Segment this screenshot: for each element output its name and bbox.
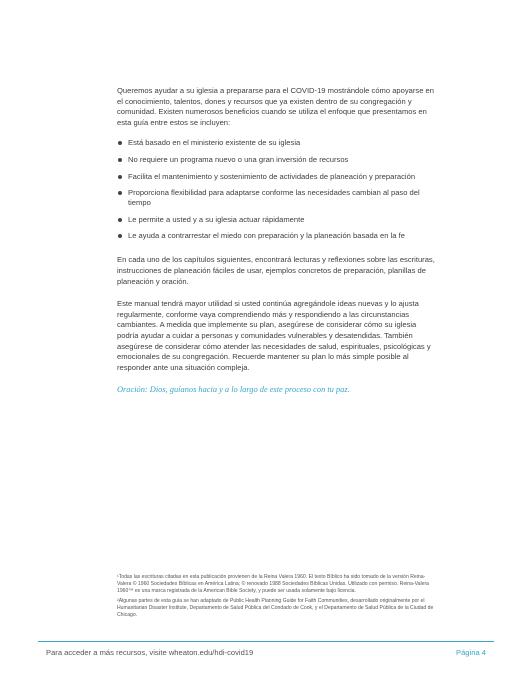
footnote-1: ¹Todas las escrituras citadas en esta publicación provienen de la Reina Valera 1960. El texto Bíblico ha sido tomado de la versión Reina-Valera © 1960 Sociedades Bíblicas en América Latina; © renovado 1988 Sociedades Bíblicas Unidas. Utilizado con permiso. Reina-Valera 1960™ es una marca registrada de la American Bible Society, y puede ser usada solamente bajo licencia.: [117, 574, 429, 595]
list-item-text: Proporciona flexibilidad para adaptarse conforme las necesidades cambian al paso del tiempo: [128, 188, 420, 208]
footnote-2: ²Algunas partes de esta guía se han adaptado de Public Health Planning Guide for Faith Communities, desarrollado originalmente por el Humanitarian Disaster Institute, Departamento de Salud Pública del Condado de Cook, y el Departamento de Salud Pública de la Ciudad de Chicago.: [117, 598, 434, 619]
list-item: [117, 188, 439, 208]
list-item: [117, 215, 439, 225]
list-item-text: No requiere un programa nuevo o una gran inversión de recursos: [128, 154, 349, 164]
prayer-text: Oración: Dios, guíanos hacia y a lo largo de este proceso con tu paz.: [117, 385, 350, 395]
bullet-icon: [118, 218, 122, 222]
list-item-text: Le ayuda a contrarrestar el miedo con preparación y la planeación basada en la fe: [128, 231, 405, 241]
list-item-text: Le permite a usted y a su iglesia actuar rápidamente: [128, 214, 305, 224]
list-item: [117, 155, 439, 165]
manual-usage-paragraph: Este manual tendrá mayor utilidad si usted continúa agregándole ideas nuevas y lo ajusta regularmente, conforme vaya comprendiendo más y respondiendo a las circunstancias cambiantes. A medida que implemente su plan, asegúrese de considerar cómo su iglesia podría ayudar a cuidar a personas y comunidades vulnerables y desatendidas. También asegúrese de considerar cómo atender las necesidades de salud, espirituales, psicológicas y emocionales de su congregación. Recuerde mantener su plan lo más simple posible al responder ante una situación compleja.: [117, 299, 431, 372]
bullet-icon: [118, 158, 122, 162]
bullet-icon: [118, 234, 122, 238]
list-item-text: Facilita el mantenimiento y sostenimiento de actividades de planeación y preparación: [128, 171, 416, 181]
bullet-icon: [118, 175, 122, 179]
list-item: [117, 231, 439, 241]
chapters-paragraph: En cada uno de los capítulos siguientes, encontrará lecturas y reflexiones sobre las escrituras, instrucciones de planeación fáciles de usar, ejemplos concretos de preparación, planillas de planeación y oración.: [117, 255, 435, 286]
page-number: Página 4: [456, 648, 486, 657]
list-item: [117, 172, 439, 182]
bullet-icon: [118, 191, 122, 195]
footer-resources-link[interactable]: Para acceder a más recursos, visite wheaton.edu/hdi-covid19: [46, 648, 254, 657]
footnotes: [117, 574, 437, 623]
footer-divider: [38, 641, 494, 642]
benefits-list: [117, 138, 439, 241]
main-content: [117, 86, 439, 396]
intro-paragraph: Queremos ayudar a su iglesia a prepararse para el COVID-19 mostrándole cómo apoyarse en el conocimiento, talentos, dones y recursos que ya existen dentro de su congregación y comunidad. Existen numerosos beneficios cuando se utiliza el enfoque que presentamos en esta guía entre estos se incluyen:: [117, 86, 434, 127]
bullet-icon: [118, 141, 122, 145]
list-item-text: Está basado en el ministerio existente de su iglesia: [128, 138, 301, 148]
list-item: [117, 138, 439, 148]
